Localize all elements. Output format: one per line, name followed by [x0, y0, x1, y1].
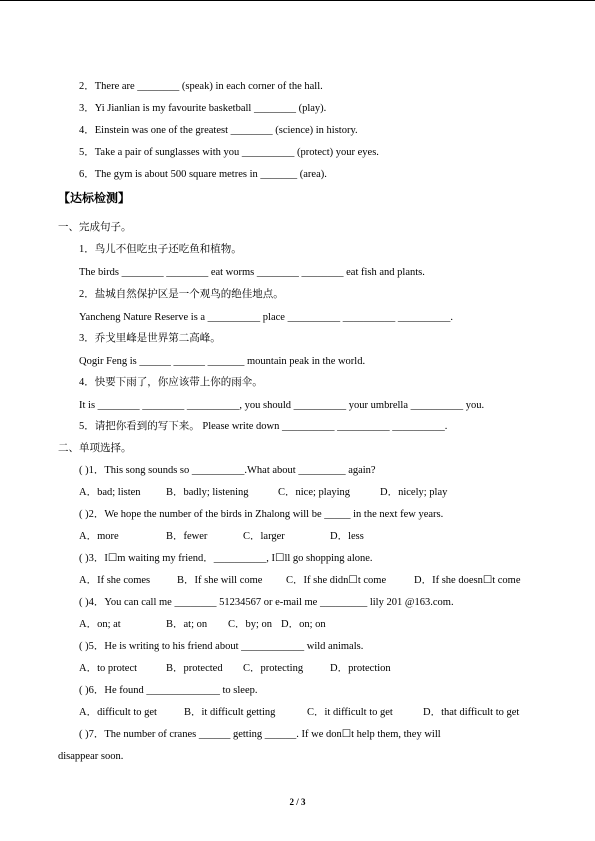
question-3-option-b: B．If she will come — [177, 575, 263, 586]
part1-prompt-3: 3．乔戈里峰是世界第二高峰。 — [79, 333, 221, 344]
question-3: ( )3．I☐m waiting my friend．__________, I☐ll go shopping alone. — [79, 553, 373, 564]
question-5-option-a: A．to protect — [79, 663, 138, 674]
question-1-option-c: C．nice; playing — [278, 487, 351, 498]
question-6-option-b: B．it difficult getting — [184, 707, 276, 718]
question-6-option-c: C．it difficult to get — [307, 707, 393, 718]
exercise-item-3: 3．Yi Jianlian is my favourite basketball ________ (play). — [79, 103, 327, 114]
question-5: ( )5．He is writing to his friend about ____________ wild animals. — [79, 641, 364, 652]
question-7-continued: disappear soon. — [58, 751, 124, 762]
question-1: ( )1．This song sounds so __________.What about _________ again? — [79, 465, 376, 476]
question-4-option-c: C．by; on — [228, 619, 273, 630]
part1-answer-1: The birds ________ ________ eat worms ________ ________ eat fish and plants. — [79, 267, 425, 278]
question-5-option-b: B．protected — [166, 663, 223, 674]
question-2-option-c: C．larger — [243, 531, 285, 542]
question-2-option-d: D．less — [330, 531, 364, 542]
question-6-option-d: D．that difficult to get — [423, 707, 520, 718]
part1-prompt-2: 2．盐城自然保护区是一个观鸟的绝佳地点。 — [79, 289, 284, 300]
question-3-option-a: A．If she comes — [79, 575, 151, 586]
question-5-option-c: C．protecting — [243, 663, 304, 674]
question-2: ( )2．We hope the number of the birds in Zhalong will be _____ in the next few years. — [79, 509, 444, 520]
question-4: ( )4．You can call me ________ 51234567 or e-mail me _________ lily 201 @163.com. — [79, 597, 454, 608]
part1-prompt-1: 1．鸟儿不但吃虫子还吃鱼和植物。 — [79, 244, 242, 255]
question-2-option-b: B．fewer — [166, 531, 208, 542]
question-1-option-b: B．badly; listening — [166, 487, 249, 498]
question-1-option-a: A．bad; listen — [79, 487, 141, 498]
top-rule — [0, 0, 595, 1]
section-title: 【达标检测】 — [58, 191, 131, 205]
exercise-item-6: 6．The gym is about 500 square metres in _______ (area). — [79, 169, 327, 180]
question-6: ( )6．He found ______________ to sleep. — [79, 685, 258, 696]
question-4-option-a: A．on; at — [79, 619, 121, 630]
part1-answer-3: Qogir Feng is ______ ______ _______ mountain peak in the world. — [79, 356, 366, 367]
question-3-option-d: D．If she doesn☐t come — [414, 575, 521, 586]
question-4-option-d: D．on; on — [281, 619, 326, 630]
part2-heading: 二、单项选择。 — [58, 443, 132, 454]
page-number: 2 / 3 — [289, 797, 306, 807]
question-1-option-d: D．nicely; play — [380, 487, 448, 498]
question-6-option-a: A．difficult to get — [79, 707, 157, 718]
exercise-item-5: 5．Take a pair of sunglasses with you __________ (protect) your eyes. — [79, 147, 379, 158]
part1-prompt-4: 4．快要下雨了，你应该带上你的雨伞。 — [79, 377, 263, 388]
part1-heading: 一、完成句子。 — [58, 222, 132, 233]
part1-answer-4: It is ________ ________ __________, you should __________ your umbrella __________ you. — [79, 400, 485, 411]
question-5-option-d: D．protection — [330, 663, 391, 674]
question-3-option-c: C．If she didn☐t come — [286, 575, 387, 586]
exercise-item-2: 2．There are ________ (speak) in each corner of the hall. — [79, 81, 323, 92]
part1-prompt-5: 5．请把你看到的写下来。 Please write down __________ __________ __________. — [79, 421, 448, 432]
question-7: ( )7．The number of cranes ______ getting ______. If we don☐t help them, they will — [79, 729, 441, 740]
question-2-option-a: A．more — [79, 531, 119, 542]
part1-answer-2: Yancheng Nature Reserve is a __________ place __________ __________ __________. — [79, 312, 453, 323]
question-4-option-b: B．at; on — [166, 619, 208, 630]
exercise-item-4: 4．Einstein was one of the greatest ________ (science) in history. — [79, 125, 358, 136]
